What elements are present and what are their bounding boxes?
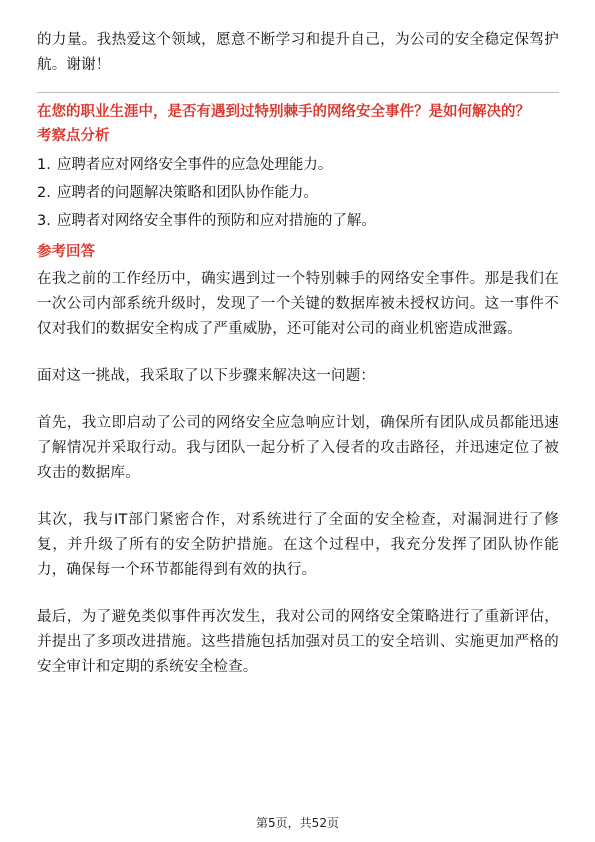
page-number: 第5页，共52页 bbox=[256, 816, 339, 830]
analysis-item: 2. 应聘者的问题解决策略和团队协作能力。 bbox=[37, 185, 318, 201]
document-page bbox=[37, 28, 559, 680]
answer-paragraph: 首先，我立即启动了公司的网络安全应急响应计划，确保所有团队成员都能迅速了解情况并采取行动。我与团队一起分析了入侵者的攻击路径，并迅速定位了被攻击的数据库。 bbox=[37, 415, 559, 481]
answer-paragraph: 在我之前的工作经历中，确实遇到过一个特别棘手的网络安全事件。那是我们在一次公司内部系统升级时，发现了一个关键的数据库被未授权访问。这一事件不仅对我们的数据安全构成了严重威胁，还可能对公司的商业机密造成泄露。 bbox=[37, 271, 559, 337]
answer-paragraph: 最后，为了避免类似事件再次发生，我对公司的网络安全策略进行了重新评估，并提出了多项改进措施。这些措施包括加强对员工的安全培训、实施更加严格的安全审计和定期的系统安全检查。 bbox=[37, 609, 559, 675]
analysis-heading: 考察点分析 bbox=[37, 128, 110, 144]
analysis-item: 3. 应聘者对网络安全事件的预防和应对措施的了解。 bbox=[37, 213, 376, 229]
answer-paragraph: 面对这一挑战，我采取了以下步骤来解决这一问题： bbox=[37, 368, 376, 384]
analysis-item: 1. 应聘者应对网络安全事件的应急处理能力。 bbox=[37, 157, 333, 173]
question-heading: 在您的职业生涯中，是否有遇到过特别棘手的网络安全事件？是如何解决的？ bbox=[37, 104, 530, 120]
section-divider bbox=[37, 92, 559, 93]
answer-paragraph: 其次，我与IT部门紧密合作，对系统进行了全面的安全检查，对漏洞进行了修复，并升级了所有的安全防护措施。在这个过程中，我充分发挥了团队协作能力，确保每一个环节都能得到有效的执行。 bbox=[37, 512, 559, 578]
intro-tail-paragraph: 的力量。我热爱这个领域，愿意不断学习和提升自己，为公司的安全稳定保驾护航。谢谢！ bbox=[37, 32, 559, 73]
answer-heading: 参考回答 bbox=[37, 244, 95, 260]
